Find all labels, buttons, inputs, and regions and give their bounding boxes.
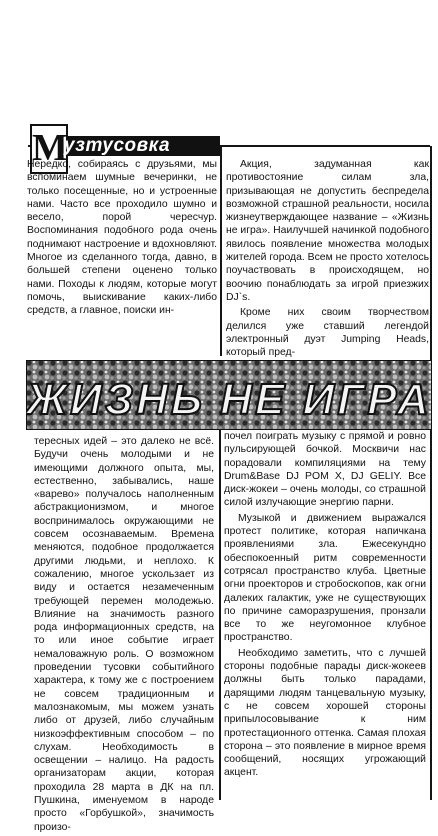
bottom-column-divider (219, 428, 221, 800)
right-border (430, 146, 432, 800)
column-top-right (226, 158, 429, 361)
paragraph: Музыкой и движением выражался протест политике, которая напичкана проявлениями зла. Ежесекундно обеспокоенный ритм современности сотрясал пространство клуба. Цветные огни проекторов и стробоскопов, как огни далеких галактик, уже не существующих по причине саморазрушения, пронзали все то же неугомонное клубное пространство. (224, 512, 426, 644)
paragraph: Нередко, собираясь с друзьями, мы вспоминаем шумные вечеринки, не только посещенные, но и устроенные нами. Часто все проходило шумно и весело, порой чересчур. Воспоминания подобного рода очень поднимают настроение и вдохновляют. Многое из сделанного тогда, давно, в большей степени оценено только нами. Походы к людям, которые могут помочь, выискивание каких-либо средств, а главное, поиски ин- (27, 159, 217, 317)
paragraph: Необходимо заметить, что с лучшей стороны подобные парады диск-жокеев должны быть только парадами, дарящими людям танцевальную музыку, с не совсем хорошей стороны припылосовывание к ним протестационного оттенка. Самая плохая сторона – это появление в мирное время сообщений, носящих угрожающий акцент. (224, 647, 426, 779)
column-bottom-right (224, 430, 426, 782)
headline-banner (26, 360, 432, 430)
paragraph: Кроме них своим творчеством делился уже ставший легендой электронный дуэт Jumping Heads, который пред- (226, 307, 429, 359)
headline: ЖИЗНЬ НЕ ИГРА (26, 375, 432, 424)
column-top-left (27, 158, 217, 320)
column-bottom-left (34, 435, 214, 836)
paragraph: почел поиграть музыку с прямой и ровно пульсирующей бочкой. Москвичи нас порадовали компиляциями на тему Drum&Base DJ POM X, DJ GELIY. Все диск-жокеи – очень молоды, со страшной силой излучающие энергию парни. (224, 431, 426, 509)
top-column-divider (220, 146, 222, 356)
rubric-title: узтусовка (64, 135, 171, 156)
rubric-initial: М (30, 124, 68, 174)
paragraph: тересных идей – это далеко не всё. Будучи очень молодыми и не имеющими должного опыта, мы, естественно, забывались, наше «варево» получалось наполненным абстракционизмом, и многое воспринималось окружающими не совсем осознаваемым. Времена меняются, подобное продолжается другими людьми, и неплохо. К сожалению, многое ускользает из виду и остается незамеченным требующей перемен молодежью. Влияние на значимость разного рода информационных средств, на то или иное событие играет немаловажную роль. О возможном проведении тусовки событийного характера, к тому же с построением не совсем традиционным и малознакомым, мы можем узнать либо от друзей, либо случайным низкоэффективным способом – по слухам. Необходимость в освещении – налицо. На радость организаторам акции, которая проходила 28 марта в ДК на пл. Пушкина, именуемом в народе просто «Горбушкой», значимость произо- (34, 436, 214, 833)
paragraph: Акция, задуманная как противостояние силам зла, призывающая не допустить беспредела возможной страшной реальности, носила жизнеутверждающее название – «Жизнь не игра». Наилучшей начинкой подобного явилось появление множества молодых жителей города. Всем не просто хотелось поучаствовать в происходящем, но воочию понаблюдать за игрой приезжих DJ`s. (226, 159, 429, 303)
